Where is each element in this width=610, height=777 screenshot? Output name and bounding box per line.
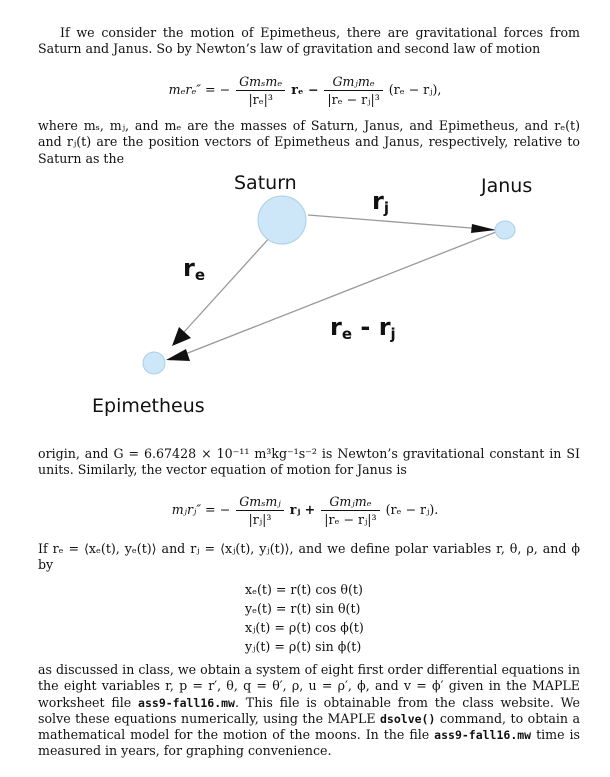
epimetheus-body: [143, 352, 165, 374]
eq2-frac1: [236, 494, 284, 527]
rj-sub: j: [383, 199, 389, 217]
vector-re-arrowhead: [172, 327, 191, 346]
closing-part2: . This file is obtainable from the class website. We solve these equations numerically, using the MAPLE: [38, 694, 580, 726]
closing-part3: command, to obtain a mathematical model for the motion of the moons. In the file: [38, 710, 580, 743]
diff-sub-j: j: [390, 325, 396, 343]
where-paragraph: where mₛ, mⱼ, and mₑ are the masses of Saturn, Janus, and Epimetheus, and rₑ(t) and rⱼ(t) are the position vectors of Epimetheus and Janus, respectively, relative to Saturn as the: [38, 118, 580, 166]
epimetheus-equation: [0, 74, 610, 107]
eq2-num2: Gmⱼmₑ: [321, 494, 379, 511]
polar-eq-3: xⱼ(t) = ρ(t) cos ϕ(t): [245, 620, 364, 635]
eq1-frac1: [236, 74, 285, 107]
re-main: r: [183, 254, 195, 282]
origin-paragraph: origin, and G = 6.67428 × 10⁻¹¹ m³kg⁻¹s⁻² is Newton’s gravitational constant in SI units. Similarly, the vector equation of motion for Janus is: [38, 446, 580, 478]
closing-paragraph: [38, 662, 580, 760]
eq1-num1: Gmₛmₑ: [236, 74, 285, 91]
eq2-mid: rⱼ +: [289, 502, 316, 517]
re-label: [183, 254, 205, 284]
eq2-tail: (rₑ − rⱼ).: [385, 502, 439, 517]
saturn-label: Saturn: [234, 172, 297, 194]
eq2-den2: |rₑ − rⱼ|³: [324, 512, 377, 527]
orbit-diagram: [0, 160, 610, 430]
eq1-den1: |rₑ|³: [248, 92, 273, 107]
eq1-tail: (rₑ − rⱼ),: [388, 82, 442, 97]
janus-label: Janus: [481, 175, 533, 197]
re-sub: e: [194, 266, 206, 284]
polar-equations: [245, 580, 364, 656]
eq1-lhs: mₑrₑ″ = −: [168, 82, 231, 97]
intro-paragraph: If we consider the motion of Epimetheus, there are gravitational forces from Saturn and Janus. So by Newton’s law of gravitation and second law of motion: [38, 25, 580, 57]
polar-eq-1: xₑ(t) = r(t) cos θ(t): [245, 582, 363, 597]
dsolve-command: dsolve(): [380, 711, 436, 726]
eq2-lhs: mⱼrⱼ″ = −: [171, 502, 231, 517]
eq2-frac2: [321, 494, 379, 527]
janus-body: [495, 221, 515, 239]
saturn-body: [258, 196, 306, 244]
worksheet-file-1: ass9-fall16.mw: [138, 695, 235, 710]
diff-label: [330, 313, 396, 343]
diff-sub-e: e: [341, 325, 353, 343]
eq1-num2: Gmⱼmₑ: [324, 74, 382, 91]
janus-equation: [0, 494, 610, 527]
eq1-mid: rₑ −: [291, 82, 319, 97]
polar-intro-paragraph: If rₑ = ⟨xₑ(t), yₑ(t)⟩ and rⱼ = ⟨xⱼ(t), yⱼ(t)⟩, and we define polar variables r, θ, ρ, and ϕ by: [38, 541, 580, 573]
diff-main: r: [330, 313, 342, 341]
closing-part4: time is measured in years, for graphing convenience.: [38, 727, 581, 759]
polar-eq-4: yⱼ(t) = ρ(t) sin ϕ(t): [245, 639, 362, 654]
vector-rj-line: [308, 215, 496, 230]
worksheet-file-2: ass9-fall16.mw: [434, 728, 532, 743]
eq1-frac2: [324, 74, 382, 107]
vector-rj-arrowhead: [471, 224, 496, 233]
diff-mid: - r: [352, 313, 391, 341]
epimetheus-label: Epimetheus: [92, 395, 205, 417]
eq1-den2: |rₑ − rⱼ|³: [327, 92, 380, 107]
rj-label: [372, 187, 389, 217]
eq2-den1: |rⱼ|³: [248, 512, 272, 527]
vector-diff-arrowhead: [166, 349, 190, 361]
polar-eq-2: yₑ(t) = r(t) sin θ(t): [245, 601, 361, 616]
eq2-num1: Gmₛmⱼ: [236, 494, 284, 511]
closing-part1: as discussed in class, we obtain a system of eight first order differential equations in the eight variables r, p = r′, θ, q = θ′, ρ, u = ρ′, ϕ, and v = ϕ′ given in the MAPLE worksheet file: [38, 662, 580, 710]
rj-main: r: [372, 187, 384, 215]
